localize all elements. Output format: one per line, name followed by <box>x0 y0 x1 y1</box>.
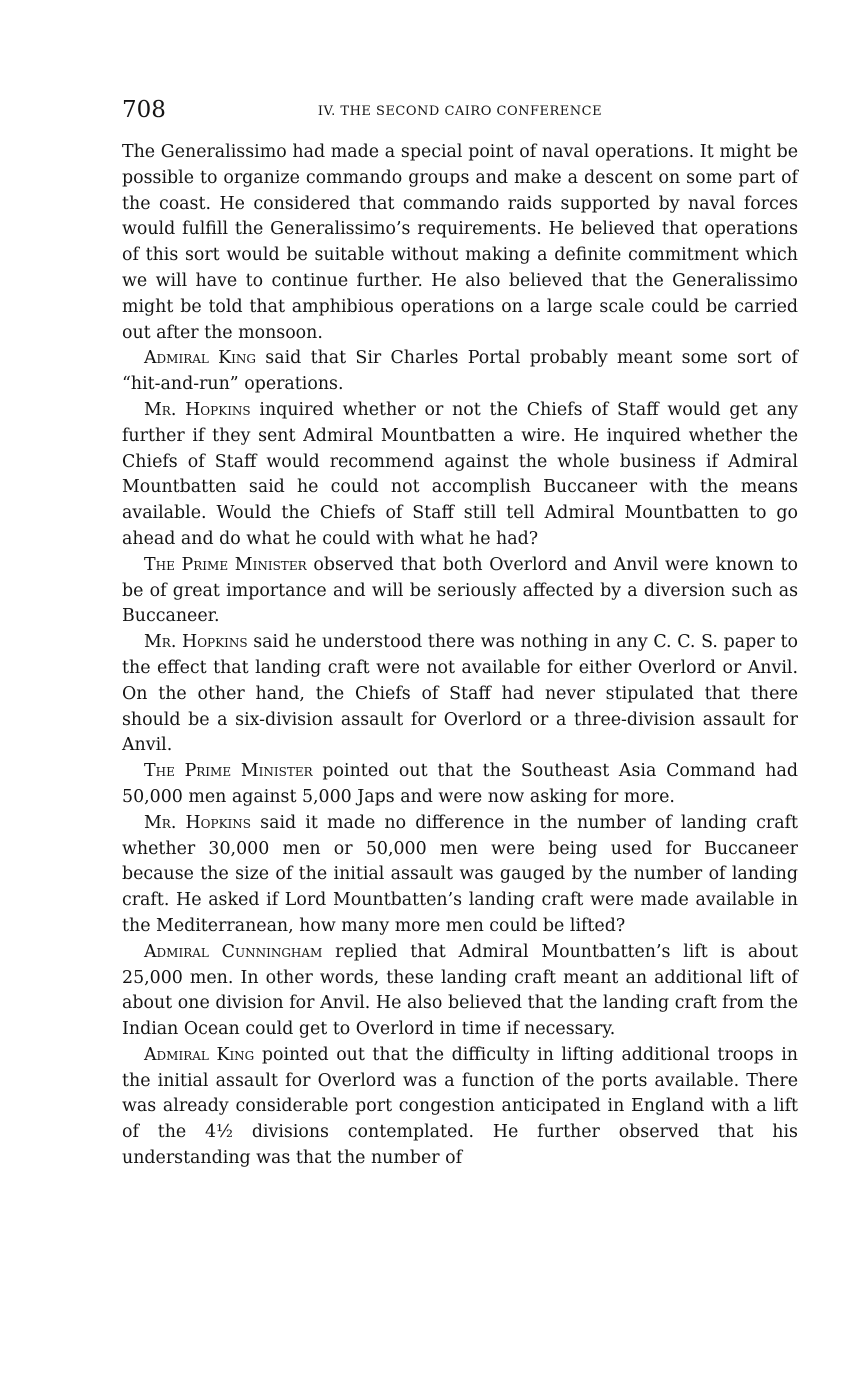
speaker-name: The Prime Minister <box>144 761 313 782</box>
speaker-name: Mr. Hopkins <box>144 812 252 833</box>
speaker-name: Admiral King <box>144 1044 255 1065</box>
speaker-name: Mr. Hopkins <box>144 632 248 653</box>
paragraph <box>122 811 798 940</box>
page-number: 708 <box>122 97 166 123</box>
paragraph <box>122 1043 798 1172</box>
paragraph <box>122 140 798 346</box>
paragraph-text: said it made no difference in the number of landing craft whether 30,000 men or 50,000 men were being used for Buccaneer because the size of the initial assault was gauged by the number of landing craft. He asked if Lord Mountbatten’s landing craft were made available in the Mediterranean, how many more men could be lifted? <box>122 812 798 936</box>
paragraph-text: The Generalissimo had made a special point of naval operations. It might be possible to organize commando groups and make a descent on some part of the coast. He considered that commando raids supported by naval forces would fulfill the Generalissimo’s requirements. He believed that operations of this sort would be suitable without making a definite commitment which we will have to continue further. He also believed that the Generalissimo might be told that amphibious operations on a large scale could be carried out after the monsoon. <box>122 142 798 343</box>
speaker-name: Admiral King <box>144 348 256 369</box>
running-title: IV. THE SECOND CAIRO CONFERENCE <box>317 104 603 119</box>
body-text <box>122 140 798 1172</box>
speaker-name: Admiral Cunningham <box>144 941 323 962</box>
paragraph-text: replied that Admiral Mountbatten’s lift is about 25,000 men. In other words, these landing craft meant an additional lift of about one division for Anvil. He also believed that the landing craft from the Indian Ocean could get to Overlord in time if necessary. <box>122 941 798 1040</box>
paragraph <box>122 630 798 759</box>
paragraph <box>122 940 798 1043</box>
speaker-name: The Prime Minister <box>144 554 307 575</box>
paragraph <box>122 553 798 630</box>
paragraph-text: said he understood there was nothing in any C. C. S. paper to the effect that landing craft were not available for either Overlord or Anvil. On the other hand, the Chiefs of Staff had never stipulated that there should be a six-division assault for Overlord or a three-division assault for Anvil. <box>122 632 798 756</box>
speaker-name: Mr. Hopkins <box>144 399 251 420</box>
paragraph-text: inquired whether or not the Chiefs of Staff would get any further if they sent Admiral Mountbatten a wire. He inquired whether the Chiefs of Staff would recommend against the whole business if Admiral Mountbatten said he could not accomplish Buccaneer with the means available. Would the Chiefs of Staff still tell Admiral Mountbatten to go ahead and do what he could with what he had? <box>122 399 798 549</box>
paragraph-text: said that Sir Charles Portal probably meant some sort of “hit-and-run” operations. <box>122 348 798 395</box>
paragraph-text: pointed out that the difficulty in lifting additional troops in the initial assault for Overlord was a function of the ports available. There was already considerable port congestion anticipated in England with a lift of the 4½ divisions contemplated. He further observed that his understanding was that the number of <box>122 1044 798 1169</box>
paragraph-text: pointed out that the Southeast Asia Command had 50,000 men against 5,000 Japs and were now asking for more. <box>122 761 798 807</box>
paragraph-text: observed that both Overlord and Anvil were known to be of great importance and will be seriously affected by a diversion such as Buccaneer. <box>122 554 799 627</box>
page-header <box>122 92 798 128</box>
paragraph <box>122 398 798 553</box>
paragraph <box>122 759 798 811</box>
paragraph <box>122 346 798 398</box>
